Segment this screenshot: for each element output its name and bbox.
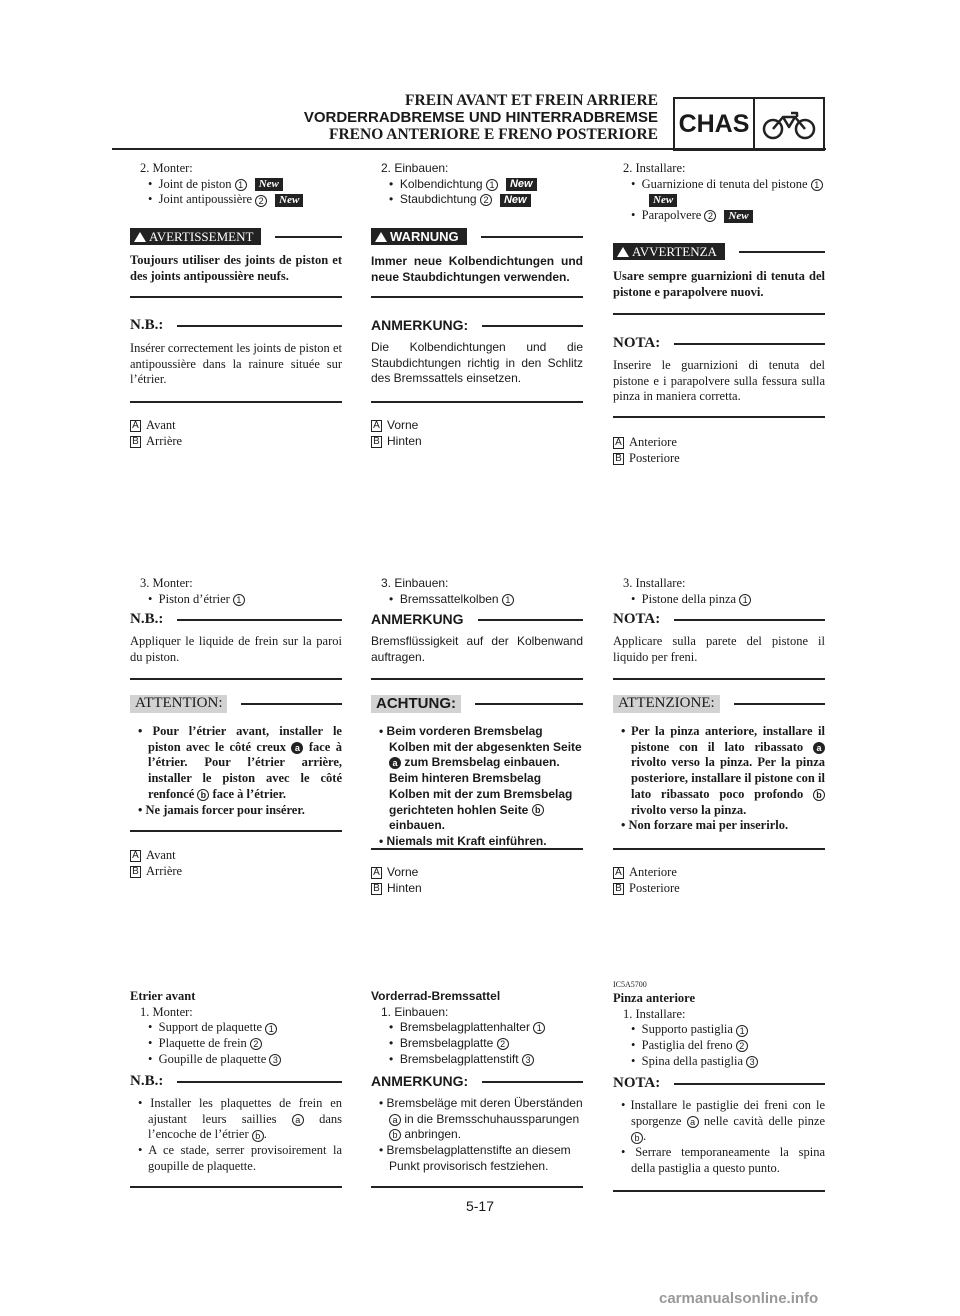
fr-step2: 2. Monter: • Joint de piston 1 New • Joint antipoussière 2 New: [130, 161, 342, 208]
de-warning-text: Immer neue Kolbendichtungen und neue Staubdichtungen verwenden.: [371, 254, 583, 284]
fr-attention-header: ATTENTION:: [130, 695, 342, 713]
it-warning-text: Usare sempre guarnizioni di tenuta del pistone e parapolvere nuovi.: [613, 269, 825, 299]
warning-icon: [617, 247, 629, 257]
de-attention-header: ACHTUNG:: [371, 695, 583, 713]
header-rule: [112, 148, 826, 150]
it-step3: 3. Installare: • Pistone della pinza 1: [613, 576, 825, 607]
de-nb3-header: ANMERKUNG:: [371, 1074, 583, 1090]
it-nb3-header: NOTA:: [613, 1076, 825, 1092]
it-nb1-text: Inserire le guarnizioni di tenuta del pistone e i parapolvere sulla fessura sulla pinza in maniera corretta.: [613, 358, 825, 404]
new-badge: New: [724, 210, 752, 223]
de-nb-header: ANMERKUNG:: [371, 318, 583, 334]
fr-nb2-text: Appliquer le liquide de frein sur la paroi du piston.: [130, 634, 342, 664]
it-attention-text: • Per la pinza anteriore, installare il pistone con il lato ribassato a rivolto verso la pinza. Per la pinza posteriore, installare il pistone con il lato ribassato poco profondo b rivolto verso la pinza. • Non forzare mai per inserirlo.: [621, 724, 825, 833]
de-legend-2: A Vorne B Hinten: [371, 865, 583, 896]
de-warning-header: WARNUNG: [371, 228, 583, 245]
page-number: 5-17: [465, 1198, 495, 1214]
fr-nb3-header: N.B.:: [130, 1074, 342, 1090]
title-it: FRENO ANTERIORE E FRENO POSTERIORE: [329, 126, 658, 143]
it-warning-header: AVVERTENZA: [613, 243, 825, 260]
fr-warning-text: Toujours utiliser des joints de piston et des joints antipoussière neufs.: [130, 253, 342, 283]
section-badge: [673, 97, 825, 151]
it-step2: 2. Installare: • Guarnizione di tenuta del pistone 1New • Parapolvere 2 New: [613, 161, 825, 224]
de-legend-1: A Vorne B Hinten: [371, 418, 583, 449]
it-nb-header: NOTA:: [613, 336, 825, 352]
it-caliper: Pinza anteriore 1. Installare: • Supporto pastiglia 1 • Pastiglia del freno 2 • Spina della pastiglia 3: [613, 991, 825, 1070]
it-nb2-text: Applicare sulla parete del pistone il liquido per freni.: [613, 634, 825, 664]
it-nb3-text: • Installare le pastiglie dei freni con le sporgenze a nelle cavità delle pinze b . • Serrare temporaneamente la spina della pastiglia a questo punto.: [621, 1098, 826, 1175]
de-caliper: Vorderrad-Bremssattel 1. Einbauen: • Bremsbelagplattenhalter 1 • Bremsbelagplatte 2 • Bremsbelagplattenstift 3: [371, 989, 583, 1068]
de-attention-text: • Beim vorderen Bremsbelag Kolben mit der abgesenkten Seite a zum Bremsbelag einbauen. Beim hinteren Bremsbelag Kolben mit der zum Bremsbelag gerichteten hohlen Seite b einbauen. • Niemals mit Kraft einführen.: [379, 724, 582, 848]
it-attention-header: ATTENZIONE:: [613, 695, 825, 713]
fr-nb1-text: Insérer correctement les joints de piston et antipoussière dans la rainure située sur l’étrier.: [130, 341, 342, 387]
fr-step3: 3. Monter: • Piston d’étrier 1: [130, 576, 342, 607]
section-label: CHAS: [675, 99, 755, 149]
watermark: carmanualsonline.info: [659, 1290, 819, 1307]
new-badge: New: [649, 194, 677, 207]
motorcycle-icon: [755, 99, 823, 149]
title-fr: FREIN AVANT ET FREIN ARRIERE: [405, 92, 658, 109]
it-legend-2: A Anteriore B Posteriore: [613, 865, 825, 896]
fr-caliper: Etrier avant 1. Monter: • Support de plaquette 1 • Plaquette de frein 2 • Goupille de plaquette 3: [130, 989, 342, 1068]
new-badge: New: [255, 178, 283, 191]
fr-legend-1: A Avant B Arrière: [130, 418, 342, 449]
fr-nb-header: N.B.:: [130, 318, 342, 334]
fr-legend-2: A Avant B Arrière: [130, 848, 342, 879]
title-de: VORDERRADBREMSE UND HINTERRADBREMSE: [303, 109, 658, 126]
new-badge: New: [275, 194, 303, 207]
fr-nb2-header: N.B.:: [130, 612, 342, 628]
de-nb3-text: • Bremsbeläge mit deren Überständen a in die Bremsschuhaussparungen b anbringen. • Bremsbelagplattenstifte an diesem Punkt provisorisch festziehen.: [379, 1096, 583, 1173]
new-badge: New: [500, 194, 531, 207]
fr-nb3-text: • Installer les plaquettes de frein en ajustant leurs saillies a dans l’encoche de l’étrier b . • A ce stade, serrer provisoirement la goupille de plaquette.: [138, 1096, 343, 1173]
de-nb2-header: ANMERKUNG: [371, 612, 583, 628]
it-legend-1: A Anteriore B Posteriore: [613, 435, 825, 466]
it-code: IC5A5700: [613, 980, 647, 989]
de-step3: 3. Einbauen: • Bremssattelkolben 1: [371, 576, 583, 607]
new-badge: New: [506, 178, 537, 191]
fr-warning-header: AVERTISSEMENT: [130, 228, 342, 245]
it-nb2-header: NOTA:: [613, 612, 825, 628]
warning-icon: [375, 232, 387, 242]
de-nb1-text: Die Kolbendichtungen und die Staubdichtungen richtig in den Schlitz des Bremssattels einsetzen.: [371, 340, 583, 386]
de-nb2-text: Bremsflüssigkeit auf der Kolbenwand auftragen.: [371, 634, 583, 664]
de-step2: 2. Einbauen: • Kolbendichtung 1 New • Staubdichtung 2 New: [371, 161, 583, 208]
fr-attention-text: • Pour l’étrier avant, installer le piston avec le côté creux a face à l’étrier. Pour l’étrier arrière, installer le piston avec le côté renfoncé b face à l’étrier. • Ne jamais forcer pour insérer.: [138, 724, 343, 817]
warning-icon: [134, 232, 146, 242]
